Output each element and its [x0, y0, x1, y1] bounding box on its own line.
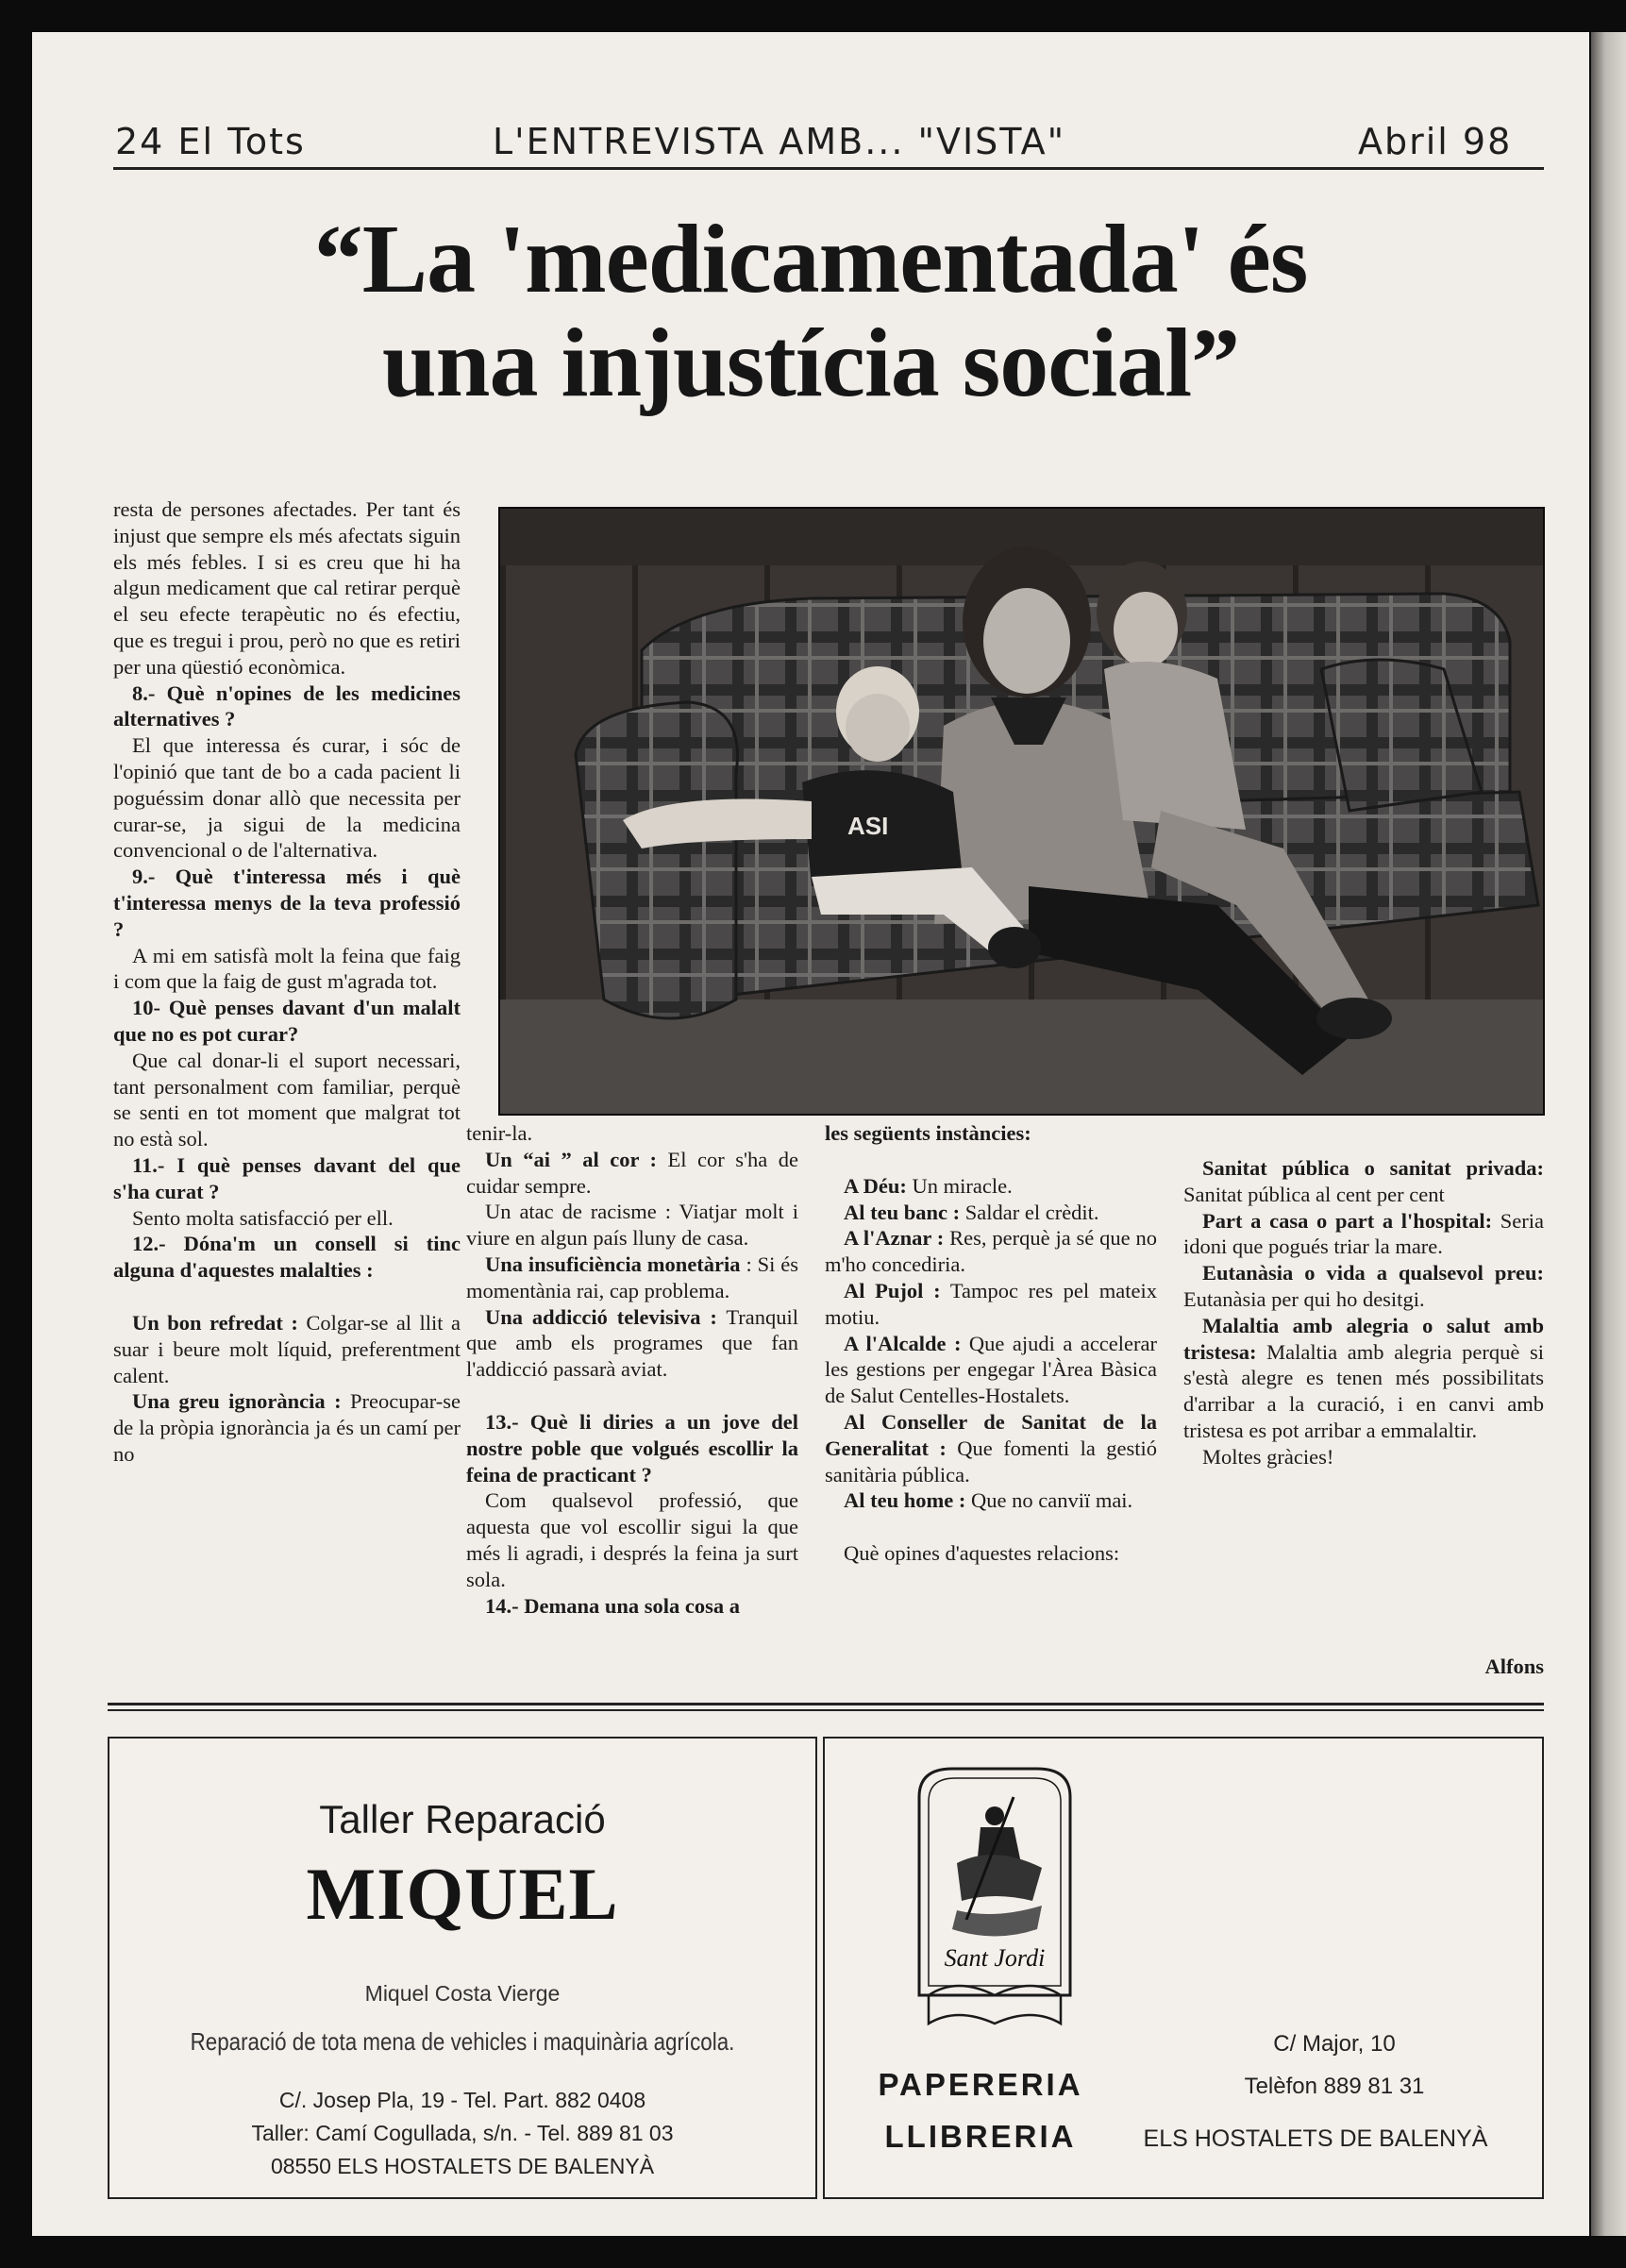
answer-text: Sanitat pública al cent per cent: [1183, 1182, 1445, 1206]
answer-lead: Un bon refredat :: [132, 1310, 298, 1335]
issue-date: Abril 98: [1358, 121, 1513, 162]
answer-text: Preocupar-se de la pròpia ignorància ja és un camí per no: [113, 1389, 461, 1466]
answer-text: Saldar el crèdit.: [960, 1200, 1099, 1224]
interview-answer: [1183, 1208, 1544, 1261]
ad-right-logo-text: Sant Jordi: [944, 1944, 1046, 1972]
answer-lead: Part a casa o part a l'hospital:: [1202, 1208, 1493, 1233]
ad-papereria: [823, 1737, 1544, 2199]
answer-text: Sento molta satisfacció per ell.: [132, 1205, 394, 1230]
question-text: 10- Què penses davant d'un malalt que no es pot curar?: [113, 996, 461, 1046]
interview-photo: [498, 507, 1545, 1116]
interview-answer: [113, 943, 461, 996]
question-text: 9.- Què t'interessa més i què t'interessa menys de la teva professió ?: [113, 865, 461, 941]
interview-answer: [466, 1147, 798, 1200]
answer-lead: Un “ai ” al cor :: [485, 1147, 658, 1171]
headline-line-2: una injustícia social”: [381, 309, 1240, 417]
answer-lead: Al Conseller de Sanitat de la Generalitat :: [825, 1409, 1157, 1460]
interview-question: [113, 1231, 461, 1284]
question-text: 11.- I què penses davant del que s'ha curat ?: [113, 1152, 461, 1203]
answer-text: Un miracle.: [906, 1173, 1013, 1198]
paragraph-spacer: [466, 1383, 798, 1409]
article-column-3: [825, 1120, 1157, 1567]
ad-left-addr3: 08550 ELS HOSTALETS DE BALENYÀ: [270, 2154, 655, 2178]
answer-text: tenir-la.: [466, 1121, 533, 1145]
interview-answer: [1183, 1313, 1544, 1444]
answer-lead: A l'Aznar :: [844, 1226, 945, 1251]
answer-lead: Eutanàsia o vida a qualsevol preu:: [1202, 1261, 1544, 1285]
article-column-4: [1183, 1155, 1544, 1470]
answer-text: Que ajudi a accelerar les gestions per engegar l'Àrea Bàsica de Salut Centelles-Hostalets.: [825, 1331, 1157, 1408]
paragraph-spacer: [825, 1514, 1157, 1540]
interview-answer: [113, 1310, 461, 1388]
interview-answer: [1183, 1155, 1544, 1208]
answer-text: Res, perquè ja sé que no m'ho concediria.: [825, 1226, 1157, 1277]
interview-question: [113, 680, 461, 733]
page-number: 24 El Tots: [115, 121, 306, 162]
interview-question: [113, 995, 461, 1048]
paragraph-spacer: [113, 1284, 461, 1310]
question-text: 8.- Què n'opines de les medicines alternatives ?: [113, 680, 461, 731]
dragon-icon: [900, 1759, 1089, 2042]
interview-answer: [466, 1199, 798, 1252]
interview-answer: [113, 732, 461, 864]
interview-answer: [825, 1200, 1157, 1226]
ad-right-town: ELS HOSTALETS DE BALENYÀ: [1143, 2125, 1488, 2152]
interview-answer: [825, 1540, 1157, 1567]
interview-answer: [113, 1048, 461, 1152]
answer-lead: Malaltia amb alegria o salut amb tristesa:: [1183, 1313, 1544, 1364]
ad-left-desc: Reparació de tota mena de vehicles i maquinària agrícola.: [190, 2027, 735, 2056]
interview-question: [466, 1409, 798, 1487]
question-text: 13.- Què li diries a un jove del nostre poble que volgués escollir la feina de practicant ?: [466, 1409, 798, 1487]
answer-text: Com qualsevol professió, que aquesta que vol escollir sigui la que més li agradi, i després la feina ja surt sola.: [466, 1488, 798, 1591]
headline-line-1: “La 'medicamentada' és: [313, 205, 1308, 313]
ad-right-tel: Telèfon 889 81 31: [1244, 2074, 1425, 2099]
section-title: L'ENTREVISTA AMB... "VISTA": [493, 121, 1066, 162]
interview-answer: [113, 1205, 461, 1232]
answer-text: Que no canviï mai.: [965, 1488, 1133, 1513]
interview-question: [113, 1152, 461, 1205]
answer-lead: Sanitat pública o sanitat privada:: [1202, 1156, 1544, 1180]
answer-text: Seria idoni que pogués triar la mare.: [1183, 1208, 1545, 1259]
photo-illustration: [500, 509, 1545, 1116]
interview-answer: [825, 1487, 1157, 1514]
interview-answer: [825, 1331, 1157, 1409]
interview-answer: [466, 1487, 798, 1592]
article-column-2: [466, 1120, 798, 1619]
answer-text: Que cal donar-li el suport necessari, tant personalment com familiar, perquè se senti en tot moment que malgrat tot no està sol.: [113, 1048, 461, 1151]
sant-jordi-logo: [900, 1759, 1089, 2042]
magazine-page: [32, 32, 1589, 2236]
paragraph-spacer: [825, 1147, 1157, 1173]
answer-lead: Una insuficiència monetària: [485, 1252, 741, 1276]
interview-answer: [113, 496, 461, 680]
interview-answer: [466, 1304, 798, 1383]
ad-left-addr2: Taller: Camí Cogullada, s/n. - Tel. 889 81 03: [251, 2121, 674, 2145]
answer-text: : Si és momentània rai, cap problema.: [466, 1252, 798, 1302]
interview-answer: [825, 1278, 1157, 1331]
ad-left-owner: Miquel Costa Vierge: [364, 1981, 561, 2006]
interview-answer: [1183, 1260, 1544, 1313]
answer-text: Moltes gràcies!: [1202, 1444, 1334, 1469]
answer-text: Què opines d'aquestes relacions:: [844, 1541, 1120, 1566]
interview-answer: [466, 1252, 798, 1304]
next-page-edge: [1591, 32, 1626, 2236]
answer-text: Tampoc res pel mateix motiu.: [825, 1278, 1157, 1329]
answer-text: Malaltia amb alegria perquè si s'està alegre es tenen més possibilitats d'arribar a la curació, i en canvi amb tristesa es pot arribar a emmalaltir.: [1183, 1339, 1544, 1442]
ad-left-name: MIQUEL: [306, 1853, 619, 1935]
answer-lead: Una greu ignorància :: [132, 1389, 342, 1414]
ad-divider-top: [108, 1703, 1544, 1705]
answer-text: A mi em satisfà molt la feina que faig i com que la faig de gust m'agrada tot.: [113, 943, 461, 994]
answer-lead: Al teu banc :: [844, 1200, 961, 1224]
interview-answer: [113, 1388, 461, 1467]
ad-right-line2: LLIBRERIA: [884, 2119, 1077, 2154]
tshirt-logo: ASI: [847, 812, 889, 840]
interview-answer: [1183, 1444, 1544, 1470]
answer-lead: A l'Alcalde :: [844, 1331, 962, 1355]
ad-right-line1: PAPERERIA: [878, 2067, 1083, 2102]
ad-left-addr1: C/. Josep Pla, 19 - Tel. Part. 882 0408: [278, 2088, 646, 2112]
interview-question: [466, 1593, 798, 1620]
interview-answer: [466, 1120, 798, 1147]
interview-answer: [825, 1173, 1157, 1200]
interview-answer: [825, 1409, 1157, 1487]
answer-text: Colgar-se al llit a suar i beure molt líquid, preferentment calent.: [113, 1310, 461, 1387]
article-column-1: [113, 496, 461, 1468]
answer-lead: A Déu:: [844, 1173, 907, 1198]
interview-question: [113, 864, 461, 942]
answer-lead: Al teu home :: [844, 1488, 966, 1513]
question-text: les següents instàncies:: [825, 1121, 1031, 1145]
answer-text: Eutanàsia per qui ho desitgi.: [1183, 1286, 1425, 1311]
ad-left-line1: Taller Reparació: [319, 1797, 606, 1841]
ad-right-addr: C/ Major, 10: [1273, 2031, 1396, 2057]
answer-lead: Al Pujol :: [844, 1278, 941, 1302]
question-text: 12.- Dóna'm un consell si tinc alguna d'aquestes malalties :: [113, 1232, 461, 1283]
answer-text: Que fomenti la gestió sanitària pública.: [825, 1436, 1157, 1487]
header-rule: [113, 167, 1544, 170]
interview-question: [825, 1120, 1157, 1147]
author-signature: Alfons: [1484, 1655, 1544, 1678]
question-text: 14.- Demana una sola cosa a: [485, 1593, 741, 1618]
answer-text: El cor s'ha de cuidar sempre.: [466, 1147, 798, 1198]
answer-text: Un atac de racisme : Viatjar molt i viure en algun país lluny de casa.: [466, 1200, 798, 1251]
ad-taller-miquel: [108, 1737, 817, 2199]
answer-text: resta de persones afectades. Per tant és injust que sempre els més afectats siguin els més febles. I si es creu que hi ha algun medicament que cal retirar perquè el seu efecte terapèutic no és efectiu, que es tregui i prou, però no que es retiri per una qüestió econòmica.: [113, 497, 461, 679]
answer-text: Tranquil que amb els programes que fan l'addicció passarà aviat.: [466, 1304, 799, 1382]
interview-answer: [825, 1225, 1157, 1278]
answer-text: El que interessa és curar, i sóc de l'opinió que tant de bo a cada pacient li poguéssim donar allò que necessita per curar-se, ja sigui de la medicina convencional o de l'alternativa.: [113, 733, 461, 863]
answer-lead: Una addicció televisiva :: [485, 1304, 717, 1329]
ad-divider-bottom: [108, 1709, 1544, 1711]
